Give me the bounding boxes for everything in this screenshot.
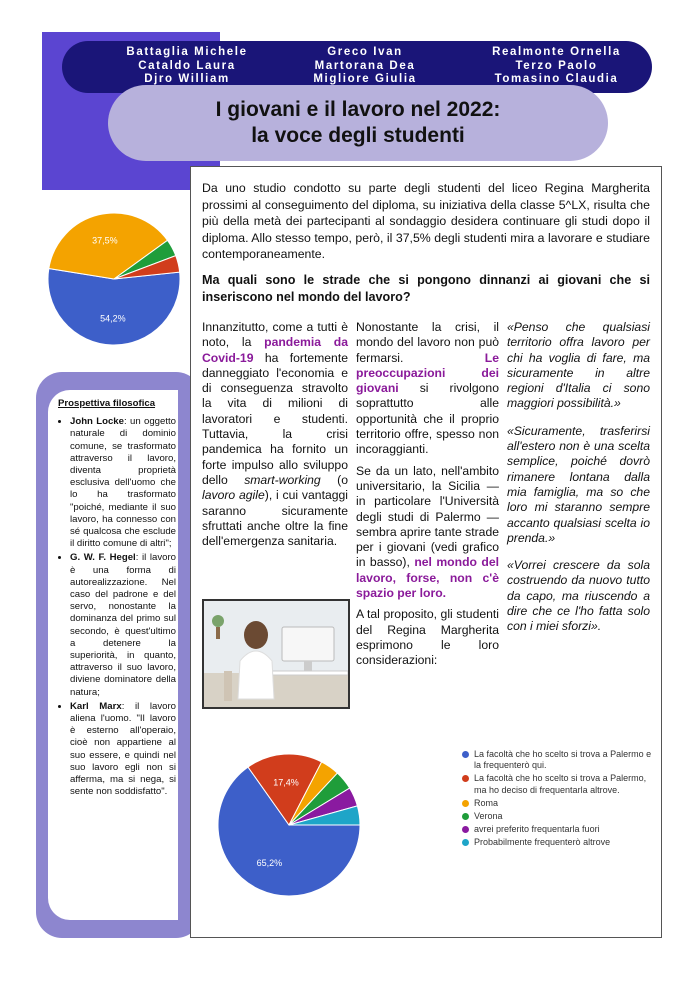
pie-chart-top [44, 209, 184, 349]
pie-chart-bottom [214, 750, 364, 900]
pie-slice [48, 269, 180, 345]
chart-legend [462, 749, 652, 851]
pie-data-label: 37,5% [92, 235, 118, 246]
author-name: Martorana Dea [314, 59, 416, 72]
legend-label: Verona [474, 811, 503, 822]
student-quote: «Penso che qualsiasi territorio offra lavoro per chi ha voglia di fare, ma sicuramente in altre regioni d'Italia ci sono maggiori possibilità.» [507, 320, 650, 411]
legend-item [462, 749, 652, 771]
italic-term: lavoro agile [202, 488, 265, 503]
italic-term: smart-working [244, 472, 321, 487]
office-photo [202, 599, 350, 709]
author-name: Cataldo Laura [138, 59, 236, 72]
authors-column-1 [112, 46, 262, 87]
philosopher-text: : un oggetto naturale di dominio comune, se trasformato attraverso il lavoro, diventa proprietà esclusiva dell'uomo che lo ha trasformato "poiché, mediante il suo lavoro, ha connesso con sé qualcosa che esclude il diritto comune di altri"; [70, 416, 176, 550]
student-quote: «Vorrei crescere da sola costruendo da nuovo tutto da capo, ma riuscendo a dire che ce l'ho fatta solo con i miei sforzi». [507, 558, 650, 634]
article-column-2 [356, 320, 499, 675]
legend-label: Roma [474, 797, 499, 808]
paragraph: A tal proposito, gli studenti del Regina Margherita esprimono le loro considerazioni: [356, 607, 499, 668]
legend-swatch [462, 813, 469, 820]
philosopher-text: : il lavoro è una forma di autorealizzazione. Nel caso del padrone e del servo, nonostante la dominanza del primo sul secondo, è quest'ultimo a detenere la superiorità, in quanto, attraverso il suo lavoro, diviene dominatore della natura; [70, 552, 177, 698]
pie-data-label: 54,2% [100, 313, 126, 324]
author-name: Realmonte Ornella [492, 46, 621, 58]
author-name: Greco Ivan [327, 46, 403, 58]
philosopher-name: Karl Marx [70, 700, 122, 712]
author-name: Battaglia Michele [126, 46, 248, 58]
legend-item [462, 811, 652, 822]
sidebar-item [70, 416, 176, 550]
legend-swatch [462, 751, 469, 758]
lead-question: Ma quali sono le strade che si pongono dinnanzi ai giovani che si inseriscono nel mondo del lavoro? [202, 273, 650, 304]
author-name: Terzo Paolo [515, 59, 598, 72]
philosopher-text: : il lavoro aliena l'uomo. "Il lavoro è esterno all'operaio, cioè non appartiene al suo essere, e quindi nel suo lavoro egli non si afferma, ma si nega, si sente non soddisfatto". [70, 700, 176, 798]
legend-item [462, 837, 652, 848]
title-line-2: la voce degli studenti [251, 124, 465, 147]
article-column-1 [202, 320, 348, 555]
student-quotes-column [507, 320, 650, 647]
legend-label: avrei preferito frequentarla fuori [474, 824, 600, 835]
student-quote: «Sicuramente, trasferirsi all'estero non è una scelta semplice, poiché dovrò rimanere lontana dalla mia famiglia, ma so che loro mi staranno sempre accanto qualsiasi scelta io prenda.» [507, 423, 650, 545]
legend-label: La facoltà che ho scelto si trova a Palermo, ma ho deciso di frequentarla altrove. [474, 773, 647, 795]
intro-paragraph: Da uno studio condotto su parte degli studenti del liceo Regina Margherita prossimi al conseguimento del diploma, su iniziativa della classe 5^LX, risulta che più della metà dei partecipanti al sondaggio desidera continuare gli studi dopo il diploma. Allo stesso tempo, però, il 37,5% degli studenti mira a lavorare e studiare contemporaneamente. [202, 181, 650, 262]
highlight-text: nel mondo del lavoro, forse, non c'è spazio per loro. [356, 555, 499, 601]
legend-swatch [462, 800, 469, 807]
philosopher-name: G. W. F. Hegel [70, 552, 136, 564]
sidebar-heading: Prospettiva filosofica [58, 398, 156, 409]
philosopher-name: John Locke [70, 416, 124, 428]
sidebar-item [70, 552, 176, 698]
pie-data-label: 65,2% [256, 857, 283, 868]
author-name: Migliore Giulia [313, 73, 417, 85]
paragraph: Nonostante la crisi, il mondo del lavoro non può fermarsi. Le preoccupazioni dei giovani si rivolgono soprattutto alle opportunità che il proprio territorio offre, spesso non incoraggianti. [356, 320, 499, 457]
legend-item [462, 798, 652, 809]
paragraph: Innanzitutto, come a tutti è noto, la pandemia da Covid-19 ha fortemente danneggiato l'economia e di conseguenza stravolto la vita di milioni di lavoratori e studenti. Tuttavia, la crisi pandemica ha fornito un forte impulso allo sviluppo dello smart-working (o lavoro agile), i cui vantaggi saranno sicuramente sfruttati anche oltre la fine dell'emergenza sanitaria. [202, 320, 348, 549]
highlight-text: pandemia da Covid-19 [202, 335, 348, 365]
article-title [108, 85, 608, 161]
authors-column-2 [290, 46, 440, 87]
title-line-1: I giovani e il lavoro nel 2022: [215, 98, 501, 121]
legend-item [462, 773, 652, 795]
pie-data-label: 17,4% [273, 777, 299, 788]
sidebar-item [70, 701, 176, 799]
highlight-text: Le preoccupazioni dei giovani [356, 350, 499, 396]
legend-item [462, 824, 652, 835]
philosophy-sidebar [58, 398, 176, 801]
legend-swatch [462, 839, 469, 846]
authors-column-3 [474, 46, 639, 87]
legend-swatch [462, 775, 469, 782]
legend-label: Probabilmente frequenterò altrove [474, 837, 611, 848]
author-name: Tomasino Claudia [494, 73, 619, 85]
legend-swatch [462, 826, 469, 833]
legend-label: La facoltà che ho scelto si trova a Palermo e la frequenterò qui. [474, 749, 652, 771]
author-name: Djro William [144, 73, 230, 85]
paragraph: Se da un lato, nell'ambito universitario, la Sicilia — in particolare l'Università degli studi di Palermo — sembra aprire tante strade per i giovani (vedi grafico in basso), nel mondo del lavoro, forse, non c'è spazio per loro. [356, 463, 499, 601]
